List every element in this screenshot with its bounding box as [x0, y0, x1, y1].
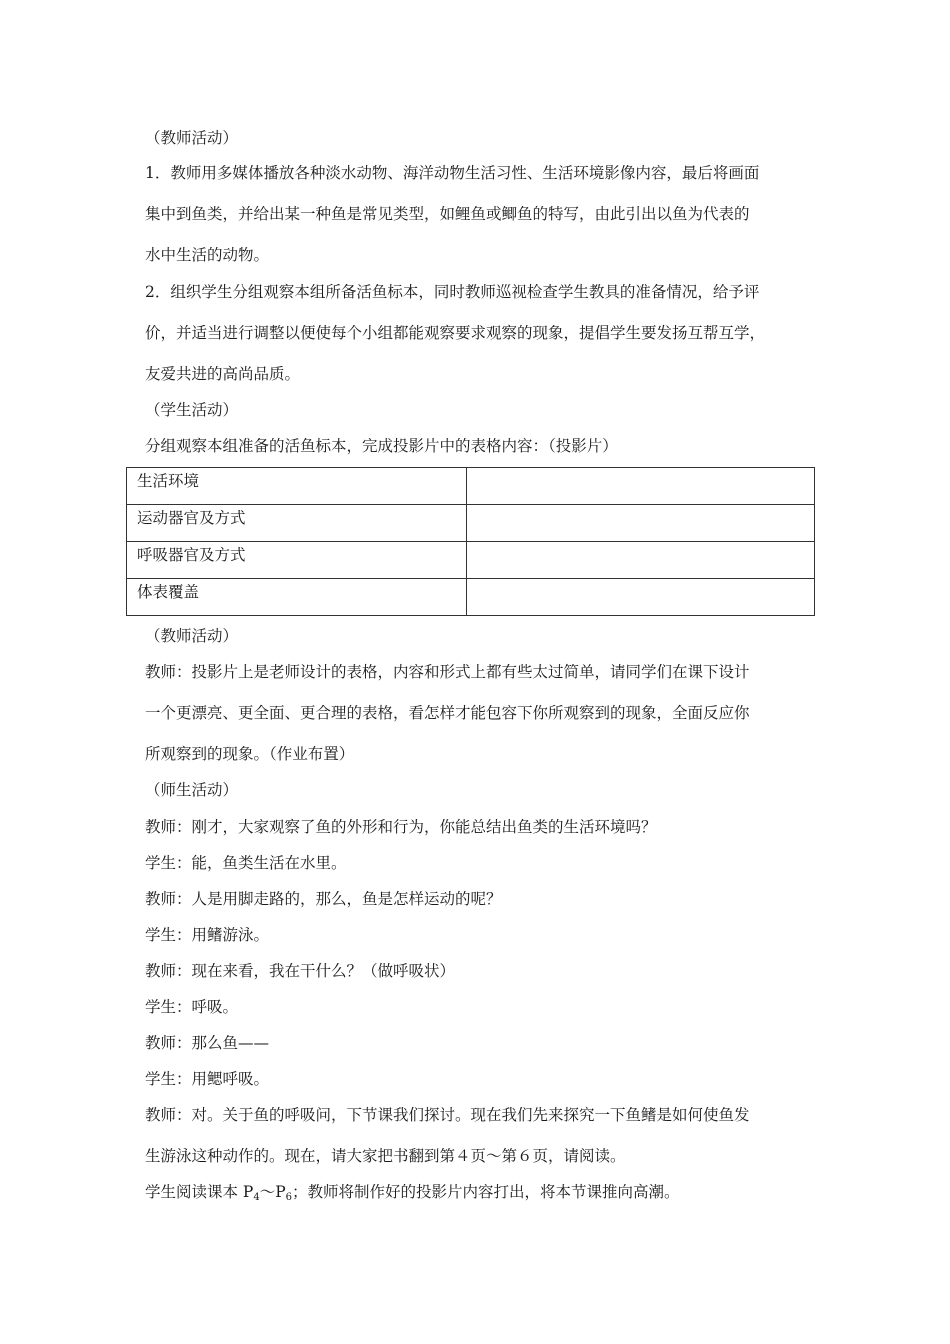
- page-subscript: 6: [285, 1192, 293, 1203]
- paragraph-line: 分组观察本组准备的活鱼标本，完成投影片中的表格内容：（投影片）: [145, 437, 618, 455]
- paragraph-line: 一个更漂亮、更全面、更合理的表格，看怎样才能包容下你所观察到的现象，全面反应你: [145, 704, 750, 722]
- table-row: [127, 505, 815, 542]
- dialogue-line: 教师：刚才，大家观察了鱼的外形和行为，你能总结出鱼类的生活环境吗？: [145, 818, 657, 836]
- section-heading-teacher-student-activity: （师生活动）: [145, 781, 239, 799]
- paragraph-line: 友爱共进的高尚品质。: [145, 365, 301, 383]
- dialogue-line: 教师：那么鱼——: [145, 1034, 270, 1052]
- dialogue-line: 学生：用鳍游泳。: [145, 926, 270, 944]
- paragraph-line: 所观察到的现象。（作业布置）: [145, 745, 355, 763]
- final-line-text: ；教师将制作好的投影片内容打出，将本节课推向高潮。: [292, 1183, 680, 1201]
- section-heading-teacher-activity: （教师活动）: [145, 129, 239, 147]
- final-line: [145, 1182, 680, 1202]
- table-cell-value: [467, 542, 815, 579]
- final-line-text: ～P: [259, 1183, 286, 1201]
- table-cell-value: [467, 505, 815, 542]
- dialogue-line: 教师：现在来看，我在干什么？（做呼吸状）: [145, 962, 456, 980]
- dialogue-line: 教师：对。关于鱼的呼吸问，下节课我们探讨。现在我们先来探究一下鱼鳍是如何使鱼发: [145, 1106, 750, 1124]
- dialogue-line: 学生：用鳃呼吸。: [145, 1070, 270, 1088]
- section-heading-student-activity: （学生活动）: [145, 401, 239, 419]
- paragraph-line: 水中生活的动物。: [145, 246, 270, 264]
- page-subscript: 4: [253, 1192, 260, 1203]
- dialogue-line: 教师：人是用脚走路的，那么，鱼是怎样运动的呢？: [145, 890, 502, 908]
- table-row: [127, 542, 815, 579]
- paragraph-line: 1．教师用多媒体播放各种淡水动物、海洋动物生活习性、生活环境影像内容，最后将画面: [145, 164, 760, 182]
- table-cell-label: 生活环境: [127, 468, 467, 505]
- section-heading-teacher-activity: （教师活动）: [145, 627, 239, 645]
- dialogue-line: 学生：能，鱼类生活在水里。: [145, 854, 347, 872]
- table-row: [127, 579, 815, 616]
- final-line-text: 学生阅读课本 P: [145, 1183, 254, 1201]
- table-cell-label: 运动器官及方式: [127, 505, 467, 542]
- dialogue-line: 生游泳这种动作的。现在，请大家把书翻到第４页～第６页，请阅读。: [145, 1147, 626, 1165]
- table-cell-label: 体表覆盖: [127, 579, 467, 616]
- table-cell-label: 呼吸器官及方式: [127, 542, 467, 579]
- dialogue-line: 学生：呼吸。: [145, 998, 239, 1016]
- table-cell-value: [467, 579, 815, 616]
- table-cell-value: [467, 468, 815, 505]
- paragraph-line: 集中到鱼类，并给出某一种鱼是常见类型，如鲤鱼或鲫鱼的特写，由此引出以鱼为代表的: [145, 205, 750, 223]
- observation-table: [126, 467, 815, 616]
- table-row: [127, 468, 815, 505]
- paragraph-line: 教师：投影片上是老师设计的表格，内容和形式上都有些太过简单，请同学们在课下设计: [145, 663, 750, 681]
- paragraph-line: 2．组织学生分组观察本组所备活鱼标本，同时教师巡视检查学生教具的准备情况，给予评: [145, 283, 760, 301]
- paragraph-line: 价，并适当进行调整以便使每个小组都能观察要求观察的现象，提倡学生要发扬互帮互学，: [145, 324, 766, 342]
